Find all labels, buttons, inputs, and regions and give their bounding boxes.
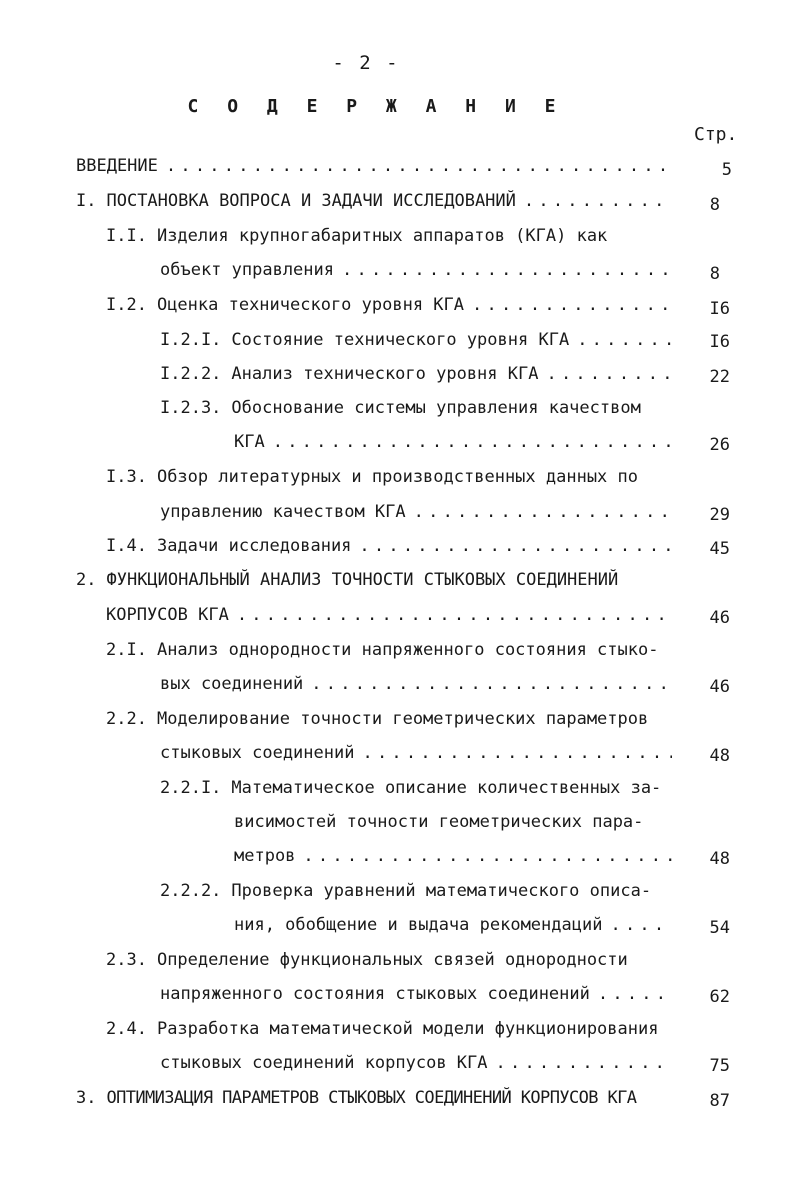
leader-dots: [359, 536, 672, 556]
leader-dots: [237, 605, 672, 625]
toc-entry-num: 2.: [76, 570, 97, 590]
toc-entry-num: I.: [76, 191, 97, 211]
toc-entry-1-2-3[interactable]: [160, 398, 686, 428]
toc-page-number: 87: [709, 1091, 730, 1111]
toc-entry-text-cont: КОРПУСОВ КГА: [106, 605, 229, 625]
toc-page-number: I6: [709, 299, 730, 319]
toc-entry-1-2-2[interactable]: [160, 364, 676, 394]
toc-entry-1-1[interactable]: [106, 226, 686, 256]
toc-entry-1-2-3-cont[interactable]: [234, 432, 676, 462]
toc-entry-text: Состояние технического уровня КГА: [231, 330, 570, 350]
toc-entry-text: Проверка уравнений математического описа-: [231, 881, 652, 901]
toc-entry-2-1-cont[interactable]: [160, 674, 676, 704]
toc-entry-num: 2.2.2.: [160, 881, 222, 901]
toc-entry-2-2[interactable]: [106, 709, 686, 739]
toc-entry-num: I.3.: [106, 467, 147, 487]
toc-page-number: 46: [709, 677, 730, 697]
toc-entry-num: 2.2.: [106, 709, 147, 729]
leader-dots: [610, 915, 672, 935]
toc-entry-2-1[interactable]: [106, 640, 686, 670]
toc-page-number: 75: [709, 1056, 730, 1076]
toc-entry-text: ФУНКЦИОНАЛЬНЫЙ АНАЛИЗ ТОЧНОСТИ СТЫКОВЫХ СОЕДИНЕНИЙ: [106, 570, 619, 590]
toc-page-number: I6: [709, 332, 730, 352]
leader-dots: [311, 674, 672, 694]
page-number: - 2 -: [332, 52, 400, 74]
toc-page-number: 8: [709, 195, 720, 215]
toc-page-number: 5: [721, 160, 732, 180]
toc-entry-1-3[interactable]: [106, 467, 686, 497]
toc-page-number: 48: [709, 849, 730, 869]
toc-entry-2-cont[interactable]: [106, 605, 676, 635]
leader-dots: [524, 191, 672, 211]
toc-entry-text: Изделия крупногабаритных аппаратов (КГА) как: [156, 226, 608, 246]
toc-entry-num: 2.2.I.: [160, 778, 222, 798]
toc-page-number: 26: [709, 435, 730, 455]
leader-dots: [362, 743, 672, 763]
page-title: С О Д Е Р Ж А Н И Е: [187, 96, 565, 117]
toc-entry-num: 2.4.: [106, 1019, 147, 1039]
toc-entry-text: Обзор литературных и производственных данных по: [156, 467, 638, 487]
toc-entry-2-2-1[interactable]: [160, 778, 686, 808]
toc-entry-text: ВВЕДЕНИЕ: [76, 156, 158, 176]
toc-entry-text-cont: управлению качеством КГА: [160, 502, 406, 522]
toc-entry-text: Анализ технического уровня КГА: [231, 364, 539, 384]
toc-entry-2[interactable]: [76, 570, 696, 600]
toc-entry-1[interactable]: [76, 191, 676, 221]
leader-dots: [166, 156, 672, 176]
toc-entry-3[interactable]: [76, 1088, 696, 1118]
leader-dots: [303, 846, 672, 866]
toc-entry-num: I.I.: [106, 226, 147, 246]
leader-dots: [273, 432, 672, 452]
toc-entry-text: Математическое описание количественных за-: [231, 778, 662, 798]
toc-entry-text: ПОСТАНОВКА ВОПРОСА И ЗАДАЧИ ИССЛЕДОВАНИЙ: [106, 191, 516, 211]
toc-entry-num: 2.I.: [106, 640, 147, 660]
toc-entry-1-2[interactable]: [106, 295, 676, 325]
toc-entry-text: Оценка технического уровня КГА: [156, 295, 464, 315]
toc-entry-text: Разработка математической модели функционирования: [156, 1019, 659, 1039]
toc-page-number: 45: [709, 539, 730, 559]
toc-entry-1-3-cont[interactable]: [160, 502, 676, 532]
toc-entry-intro[interactable]: [76, 156, 676, 186]
toc-page-number: 62: [709, 987, 730, 1007]
toc-entry-num: I.4.: [106, 536, 147, 556]
toc-entry-num: I.2.: [106, 295, 147, 315]
leader-dots: [472, 295, 672, 315]
toc-page-number: 54: [709, 918, 730, 938]
toc-entry-text-cont: ния, обобщение и выдача рекомендаций: [234, 915, 603, 935]
toc-page-number: 48: [709, 746, 730, 766]
toc-entry-text: Анализ однородности напряженного состояния стыко-: [156, 640, 659, 660]
toc-entry-num: 3.: [76, 1088, 97, 1108]
toc-entry-text: ОПТИМИЗАЦИЯ ПАРАМЕТРОВ СТЫКОВЫХ СОЕДИНЕНИЙ КОРПУСОВ КГА: [106, 1088, 637, 1108]
toc-entry-text: Обоснование системы управления качеством: [231, 398, 641, 418]
toc-entry-text-cont: метров: [234, 846, 296, 866]
toc-entry-text-cont: вых соединений: [160, 674, 304, 694]
toc-entry-text: Определение функциональных связей однородности: [156, 950, 628, 970]
toc-entry-num: 2.3.: [106, 950, 147, 970]
toc-entry-2-4[interactable]: [106, 1019, 706, 1049]
toc-entry-text: Задачи исследования: [156, 536, 352, 556]
toc-entry-num: I.2.I.: [160, 330, 222, 350]
toc-entry-text-cont: КГА: [234, 432, 265, 452]
toc-entry-text-cont: стыковых соединений: [160, 743, 355, 763]
toc-entry-text-cont: напряженного состояния стыковых соединений: [160, 984, 590, 1004]
toc-page-number: 22: [709, 367, 730, 387]
toc-entry-2-3[interactable]: [106, 950, 686, 980]
leader-dots: [414, 502, 672, 522]
toc-entry-num: I.2.2.: [160, 364, 222, 384]
leader-dots: [496, 1053, 672, 1073]
toc-entry-text: Моделирование точности геометрических параметров: [156, 709, 649, 729]
toc-entry-text-cont: висимостей точности геометрических пара-: [234, 812, 644, 832]
toc-entry-2-2-cont[interactable]: [160, 743, 676, 773]
toc-entry-1-4[interactable]: [106, 536, 676, 566]
toc-entry-2-4-cont[interactable]: [160, 1053, 676, 1083]
toc-page-number: 46: [709, 608, 730, 628]
toc-entry-2-2-1-cont[interactable]: [234, 812, 686, 842]
toc-entry-2-3-cont[interactable]: [160, 984, 676, 1014]
leader-dots: [342, 260, 672, 280]
toc-entry-2-2-1-cont2[interactable]: [234, 846, 676, 876]
leader-dots: [598, 984, 672, 1004]
leader-dots: [577, 330, 672, 350]
toc-entry-text-cont: объект управления: [160, 260, 334, 280]
toc-entry-2-2-2[interactable]: [160, 881, 686, 911]
page-column-label: Стр.: [694, 124, 738, 145]
toc-entry-text-cont: стыковых соединений корпусов КГА: [160, 1053, 488, 1073]
toc-entry-1-2-1[interactable]: [160, 330, 676, 360]
toc-entry-num: I.2.3.: [160, 398, 222, 418]
toc-entry-1-1-cont[interactable]: [160, 260, 676, 290]
toc-entry-2-2-2-cont[interactable]: [234, 915, 676, 945]
leader-dots: [546, 364, 672, 384]
toc-page-number: 8: [709, 264, 720, 284]
toc-page-number: 29: [709, 505, 730, 525]
